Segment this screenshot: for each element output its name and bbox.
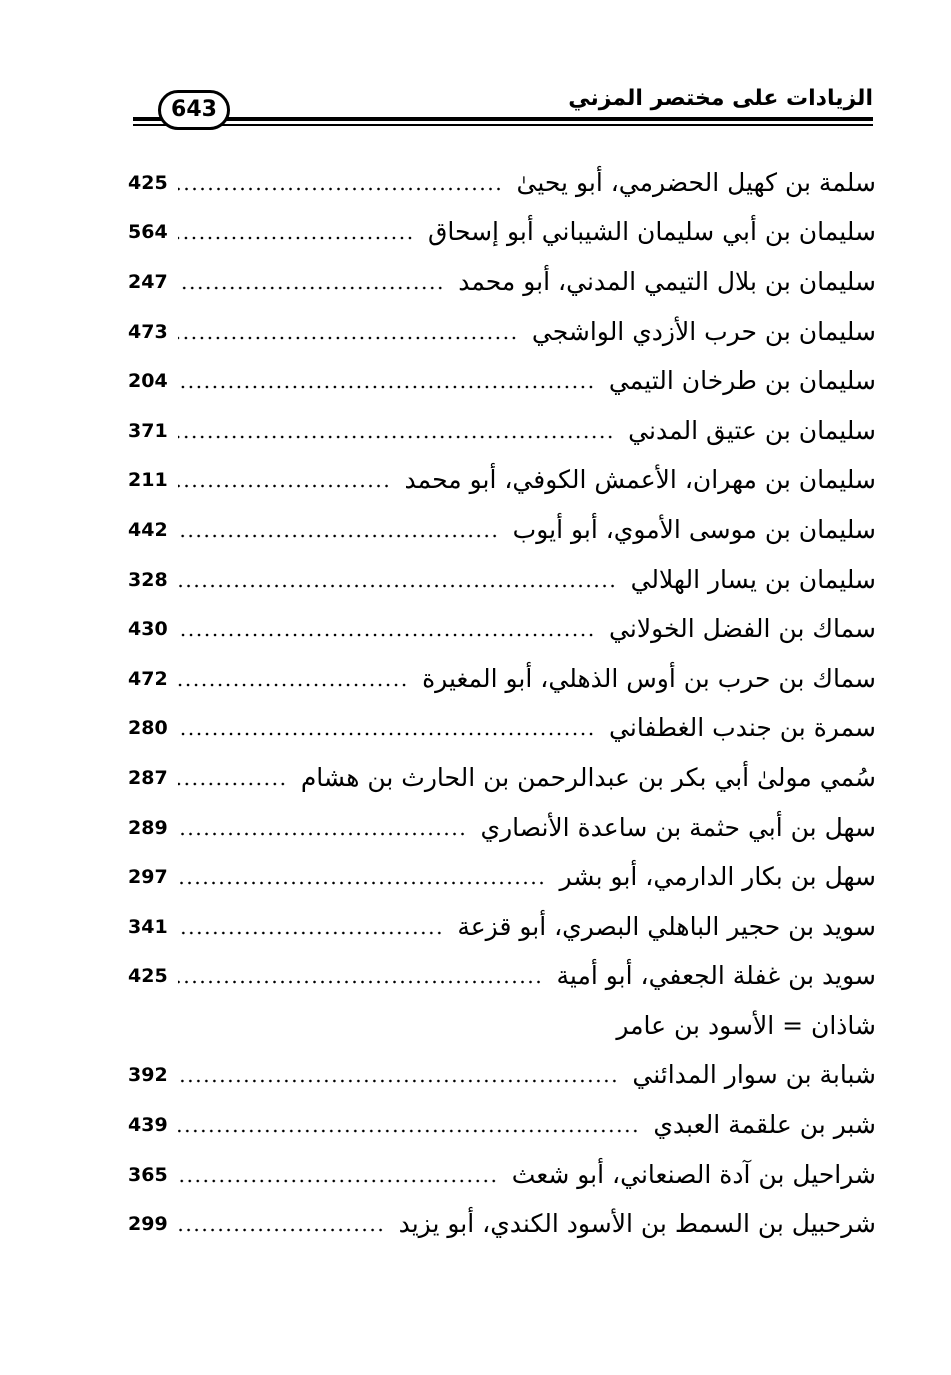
index-entry bbox=[128, 1199, 876, 1249]
entry-name: شبابة بن سوار المدائني bbox=[632, 1060, 876, 1090]
entry-name: سليمان بن بلال التيمي المدني، أبو محمد bbox=[458, 266, 876, 296]
dot-leader bbox=[178, 236, 414, 240]
book-title: الزيادات على مختصر المزني bbox=[568, 86, 873, 111]
dot-leader bbox=[178, 782, 287, 786]
entry-name: سويد بن غفلة الجعفي، أبو أمية bbox=[556, 961, 876, 991]
entry-page-number: 425 bbox=[128, 171, 168, 194]
entry-name: شرحبيل بن السمط بن الأسود الكندي، أبو يزيد bbox=[398, 1209, 876, 1239]
dot-leader bbox=[178, 336, 518, 340]
index-entry bbox=[128, 803, 876, 853]
entry-name: سماك بن حرب بن أوس الذهلي، أبو المغيرة bbox=[422, 663, 876, 693]
entry-name: سويد بن حجير الباهلي البصري، أبو قزعة bbox=[457, 911, 876, 941]
dot-leader bbox=[178, 1179, 498, 1183]
entry-page-number: 299 bbox=[128, 1213, 168, 1236]
index-entry bbox=[128, 1051, 876, 1101]
dot-leader bbox=[178, 931, 443, 935]
index-entry bbox=[128, 753, 876, 803]
entry-name: سليمان بن حرب الأزدي الواشجي bbox=[531, 316, 876, 346]
dot-leader bbox=[178, 832, 467, 836]
entry-page-number: 439 bbox=[128, 1114, 168, 1137]
entry-name: سمرة بن جندب الغطفاني bbox=[609, 713, 876, 743]
entry-name: سماك بن الفضل الخولاني bbox=[609, 614, 876, 644]
index-entry bbox=[128, 158, 876, 208]
dot-leader bbox=[178, 286, 444, 290]
header-rule-thin bbox=[133, 124, 873, 126]
dot-leader bbox=[178, 187, 503, 191]
entry-page-number: 341 bbox=[128, 915, 168, 938]
entry-page-number: 472 bbox=[128, 667, 168, 690]
entry-page-number: 247 bbox=[128, 270, 168, 293]
index-entry bbox=[128, 505, 876, 555]
dot-leader bbox=[178, 484, 391, 488]
dot-leader bbox=[178, 584, 617, 588]
entry-page-number: 442 bbox=[128, 518, 168, 541]
index-entry bbox=[128, 1100, 876, 1150]
index-entry bbox=[128, 604, 876, 654]
index-entry bbox=[128, 555, 876, 605]
entry-page-number: 328 bbox=[128, 568, 168, 591]
entry-name: سلمة بن كهيل الحضرمي، أبو يحيىٰ bbox=[516, 167, 876, 197]
dot-leader bbox=[178, 732, 595, 736]
index-entry bbox=[128, 406, 876, 456]
entry-page-number: 425 bbox=[128, 965, 168, 988]
index-entry bbox=[128, 704, 876, 754]
header-rule-thick bbox=[133, 117, 873, 121]
entry-page-number: 365 bbox=[128, 1163, 168, 1186]
index-entry bbox=[128, 902, 876, 952]
index-entry bbox=[128, 257, 876, 307]
entry-name: شبر بن علقمة العبدي bbox=[653, 1110, 876, 1140]
index-entry bbox=[128, 456, 876, 506]
page-number-badge: 643 bbox=[158, 90, 230, 130]
entry-name: شراحيل بن آدة الصنعاني، أبو شعث bbox=[511, 1159, 876, 1189]
index-entry bbox=[128, 1150, 876, 1200]
index-entry bbox=[128, 654, 876, 704]
index-entry bbox=[128, 307, 876, 357]
entry-name: سليمان بن أبي سليمان الشيباني أبو إسحاق bbox=[427, 217, 876, 247]
entry-name: سُمي مولىٰ أبي بكر بن عبدالرحمن بن الحارث بن هشام bbox=[300, 762, 876, 792]
entry-page-number: 564 bbox=[128, 221, 168, 244]
dot-leader bbox=[178, 683, 408, 687]
entry-page-number: 280 bbox=[128, 717, 168, 740]
index-entry bbox=[128, 208, 876, 258]
entry-page-number: 473 bbox=[128, 320, 168, 343]
entry-page-number: 211 bbox=[128, 469, 168, 492]
page-header bbox=[0, 0, 951, 140]
dot-leader bbox=[178, 385, 595, 389]
index-list bbox=[128, 158, 876, 1249]
entry-page-number: 287 bbox=[128, 766, 168, 789]
index-entry bbox=[128, 952, 876, 1002]
dot-leader bbox=[178, 980, 543, 984]
entry-name: سهل بن بكار الدارمي، أبو بشر bbox=[559, 862, 876, 892]
dot-leader bbox=[178, 633, 595, 637]
entry-name: سليمان بن مهران، الأعمش الكوفي، أبو محمد bbox=[404, 465, 876, 495]
entry-name: سليمان بن عتيق المدني bbox=[628, 415, 876, 445]
index-entry bbox=[128, 356, 876, 406]
entry-name: شاذان = الأسود بن عامر bbox=[616, 1010, 876, 1040]
entry-name: سليمان بن طرخان التيمي bbox=[608, 366, 876, 396]
dot-leader bbox=[178, 1228, 385, 1232]
entry-name: سليمان بن موسى الأموي، أبو أيوب bbox=[512, 514, 876, 544]
entry-page-number: 289 bbox=[128, 816, 168, 839]
entry-page-number: 392 bbox=[128, 1064, 168, 1087]
dot-leader bbox=[178, 881, 546, 885]
entry-page-number: 297 bbox=[128, 866, 168, 889]
entry-name: سهل بن أبي حثمة بن ساعدة الأنصاري bbox=[480, 812, 876, 842]
entry-name: سليمان بن يسار الهلالي bbox=[630, 564, 876, 594]
dot-leader bbox=[178, 1079, 618, 1083]
dot-leader bbox=[178, 1129, 639, 1133]
entry-page-number: 371 bbox=[128, 419, 168, 442]
index-entry bbox=[128, 1001, 876, 1051]
entry-page-number: 204 bbox=[128, 370, 168, 393]
dot-leader bbox=[178, 534, 499, 538]
entry-page-number: 430 bbox=[128, 618, 168, 641]
dot-leader bbox=[178, 435, 614, 439]
index-entry bbox=[128, 852, 876, 902]
